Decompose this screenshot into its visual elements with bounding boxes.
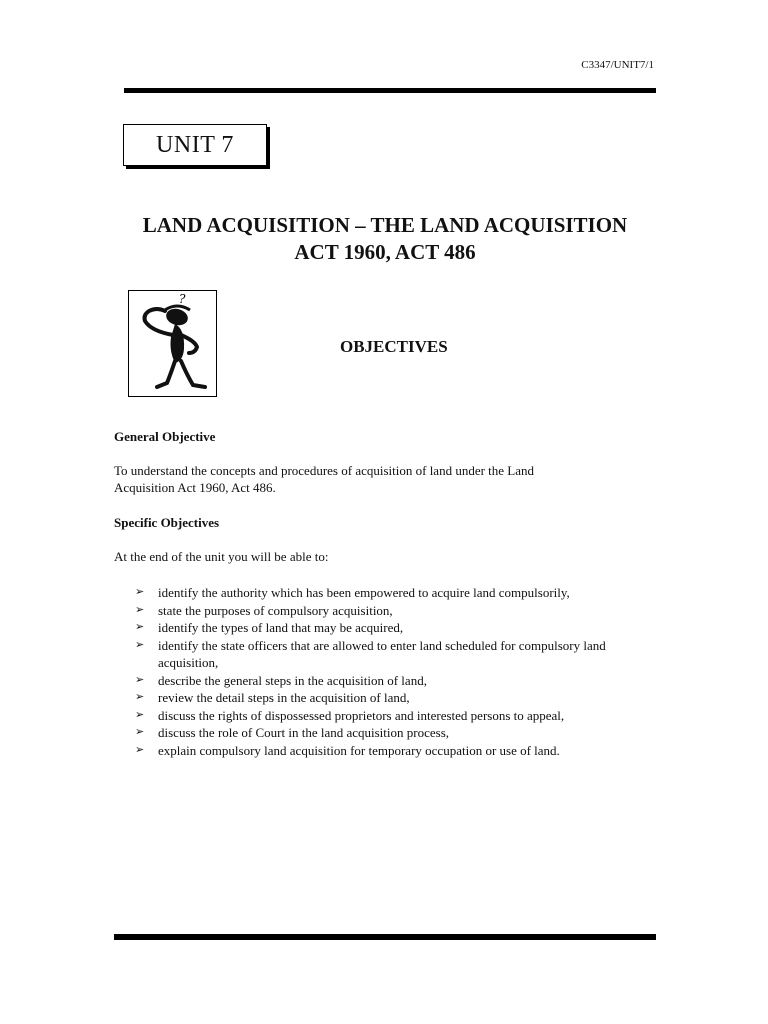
title-line-2: ACT 1960, ACT 486: [294, 240, 476, 264]
general-objective-line-2: Acquisition Act 1960, Act 486.: [114, 480, 276, 495]
general-objective-line-1: To understand the concepts and procedures of acquisition of land under the Land: [114, 463, 535, 478]
list-item: [135, 602, 655, 620]
bottom-rule: [114, 934, 656, 940]
general-objective-text: [114, 462, 654, 496]
thinking-person-icon: [129, 291, 216, 396]
general-objective-heading: General Objective: [114, 429, 216, 444]
arrow-bullet-icon: ➢: [135, 621, 145, 633]
question-mark-glyph: ?: [179, 292, 186, 306]
page-title: [110, 212, 660, 266]
specific-objectives-heading: Specific Objectives: [114, 515, 220, 530]
list-item-text: explain compulsory land acquisition for temporary occupation or use of land.: [158, 742, 560, 758]
figure-box: [128, 290, 217, 397]
list-item: [135, 724, 655, 742]
specific-objectives-intro: At the end of the unit you will be able to:: [114, 549, 329, 564]
arrow-bullet-icon: ➢: [135, 691, 145, 703]
list-item-text: identify the authority which has been empowered to acquire land compulsorily,: [158, 585, 570, 600]
list-item: [135, 707, 655, 725]
list-item-text: identify the types of land that may be acquired,: [158, 620, 404, 635]
objectives-list: [135, 584, 655, 759]
list-item: [135, 689, 655, 707]
arrow-bullet-icon: ➢: [135, 726, 145, 738]
arrow-bullet-icon: ➢: [135, 743, 145, 756]
list-item-text: discuss the role of Court in the land acquisition process,: [158, 725, 450, 740]
arrow-bullet-icon: ➢: [135, 708, 145, 721]
page-code: C3347/UNIT7/1: [581, 59, 654, 71]
list-item: [135, 742, 655, 760]
unit-label: UNIT 7: [156, 131, 234, 158]
arrow-bullet-icon: ➢: [135, 603, 145, 616]
unit-label-box: [123, 124, 267, 166]
top-rule: [124, 88, 656, 93]
arrow-bullet-icon: ➢: [135, 673, 145, 686]
list-item: [135, 637, 655, 672]
objectives-heading: OBJECTIVES: [340, 337, 448, 356]
arrow-bullet-icon: ➢: [135, 586, 145, 598]
list-item-text: review the detail steps in the acquisition of land,: [158, 690, 410, 705]
arrow-bullet-icon: ➢: [135, 638, 145, 651]
title-line-1: LAND ACQUISITION – THE LAND ACQUISITION: [142, 213, 628, 237]
list-item: [135, 672, 655, 690]
list-item-text: discuss the rights of dispossessed proprietors and interested persons to appeal,: [158, 707, 565, 723]
list-item: [135, 584, 655, 602]
list-item: [135, 619, 655, 637]
list-item-text: describe the general steps in the acquisition of land,: [158, 672, 427, 688]
list-item-text: identify the state officers that are allowed to enter land scheduled for compulsory land acquisition,: [158, 637, 606, 670]
list-item-text: state the purposes of compulsory acquisition,: [158, 602, 393, 618]
